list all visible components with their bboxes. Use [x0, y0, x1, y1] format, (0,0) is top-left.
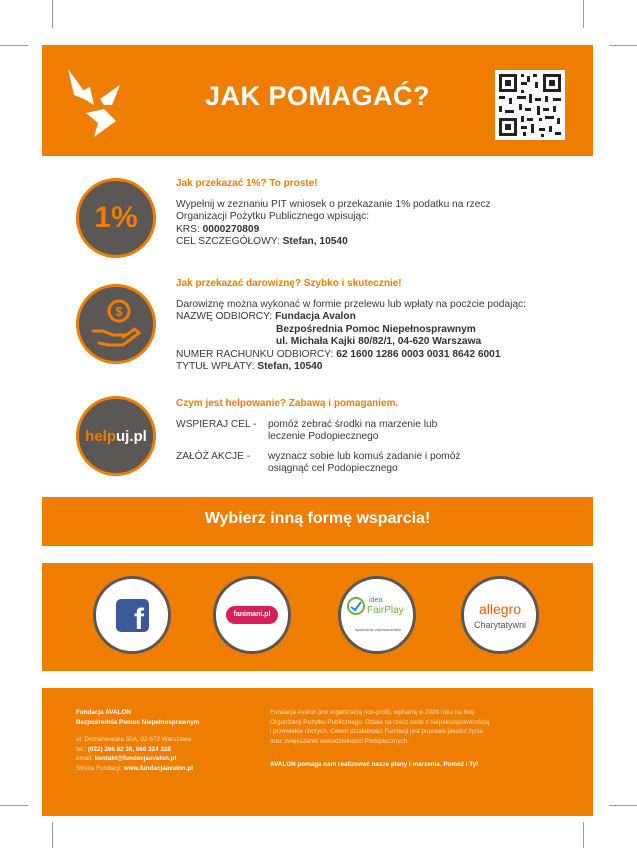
account-number: 62 1600 1286 0003 0031 8642 6001 [336, 348, 501, 360]
qr-code-icon[interactable] [495, 70, 565, 140]
account-label: NUMER RACHUNKU ODBIORCY: [176, 348, 337, 360]
fanimani-icon: fanimani.pl [226, 606, 278, 624]
action-text-2: osiągnąć cel Podopiecznego [268, 462, 398, 474]
org-subtitle: Bezpośrednia Pomoc Niepełnosprawnym [76, 718, 200, 726]
allegro-text: allegro [478, 601, 522, 617]
about-line: oraz zwiększanie samodzielności Podopiecznych. [270, 737, 409, 745]
text-line: Wypełnij w zeznaniu PIT wniosek o przekazanie 1% podatku na rzecz [176, 198, 491, 210]
action-item [176, 451, 576, 477]
footer-about [270, 708, 570, 770]
footer [42, 688, 593, 816]
account-line [176, 349, 576, 362]
about-line: Fundacja Avalon jest organizacją non-profit, wpisaną w 2009 roku na listę [270, 709, 475, 716]
goal-label: CEL SZCZEGÓŁOWY: [176, 236, 283, 247]
crop-mark [583, 822, 584, 848]
helpuj-text-b: uj.pl [116, 428, 147, 445]
cta-banner [42, 497, 593, 546]
recipient-line [176, 311, 576, 324]
fairplay-icon [346, 596, 366, 616]
text-line: Organizacji Pożytku Publicznego wpisując: [176, 211, 370, 222]
one-percent-icon: 1% [76, 178, 156, 258]
section-donation [176, 278, 576, 374]
email-line: email: kontakt@fundacjaavalon.pl [76, 755, 177, 762]
crop-mark [52, 822, 53, 848]
krs-value: 0000270809 [202, 223, 260, 235]
section-title: Czym jest helpowanie? Zabawą i pomaganiem. [176, 398, 399, 409]
transfer-label: TYTUŁ WPŁATY: [176, 361, 258, 372]
recipient-line-2: Bezpośrednia Pomoc Niepełnosprawnym [276, 323, 476, 335]
website-link[interactable]: www.fundacjaavalon.pl [123, 764, 194, 772]
action-text: wyznacz sobie lub komuś zadanie i pomóż [268, 450, 461, 462]
address: ul. Domaniewska 50A, 02-672 Warszawa [76, 736, 191, 743]
svg-text:$: $ [115, 304, 123, 319]
krs-line [176, 224, 576, 237]
fairplay-text: FairPlay [367, 605, 404, 616]
crop-mark [52, 0, 53, 28]
phone-value: (022) 266 82 36, 666 324 328 [87, 745, 171, 753]
crop-mark [0, 45, 28, 46]
phone-line: tel.: (022) 266 82 36, 666 324 328 [76, 745, 171, 753]
fairplay-subtext: społecznie odpowiedzialni [354, 627, 402, 632]
idea-text: idea [369, 597, 383, 604]
page-title: JAK POMAGAĆ? [204, 81, 430, 111]
section-one-percent [176, 178, 576, 249]
allegro-subtext: Charytatywni [473, 620, 527, 630]
crop-mark [609, 805, 637, 806]
idea-fairplay-logo-button[interactable] [338, 576, 416, 654]
transfer-title-line [176, 361, 576, 374]
footer-contact [76, 708, 266, 773]
header-banner [42, 45, 593, 156]
crop-mark [0, 805, 28, 806]
cta-title: Wybierz inną formę wsparcia! [204, 510, 431, 527]
org-name: Fundacja AVALON [76, 709, 131, 716]
goal-value: Stefan, 10540 [282, 236, 348, 247]
facebook-icon: f [116, 599, 149, 632]
goal-line [176, 236, 576, 249]
fanimani-logo-button[interactable] [213, 576, 291, 654]
facebook-logo-button[interactable] [93, 576, 171, 654]
support-label: WSPIERAJ CEL - [176, 418, 257, 430]
email-link[interactable]: kontakt@fundacjaavalon.pl [94, 755, 177, 762]
slogan: AVALON pomaga nam realizować nasze plany i marzenia. Pomóż i Ty! [270, 761, 479, 768]
transfer-value: Stefan, 10540 [257, 361, 323, 372]
text-line: Darowiznę można wykonać w formie przelewu lub wpłaty na poczcie podając: [176, 298, 526, 310]
krs-label: KRS: [176, 223, 203, 235]
recipient-label: NAZWĘ ODBIORCY: [176, 311, 276, 322]
crop-mark [583, 0, 584, 28]
www-line: Strona Fundacji: www.fundacjaavalon.pl [76, 764, 194, 772]
about-line: Organizacji Pożytku Publicznego. Działa na rzecz osób z niepełnosprawnością [270, 718, 490, 726]
donation-hand-icon [76, 284, 156, 364]
section-title: Jak przekazać darowiznę? Szybko i skutecznie! [176, 278, 402, 289]
section-helpuj [176, 398, 576, 477]
crop-mark [609, 45, 637, 46]
section-title: Jak przekazać 1%? To proste! [176, 178, 318, 189]
recipient-address: ul. Michała Kajki 80/82/1, 04-620 Warszawa [276, 336, 482, 347]
allegro-logo-button[interactable] [461, 576, 539, 654]
about-line: i przewlekle chorych. Celem działalności Fundacji jest poprawa jakości życia [270, 728, 483, 735]
support-text-2: leczenie Podopiecznego [268, 430, 379, 442]
helpuj-logo-icon [76, 396, 156, 476]
recipient-value: Fundacja Avalon [275, 311, 356, 322]
support-item [176, 419, 576, 445]
support-text: pomóż zebrać środki na marzenie lub [268, 418, 438, 430]
action-label: ZAŁÓŻ AKCJE - [176, 450, 251, 462]
helpuj-text-a: help [85, 428, 116, 445]
